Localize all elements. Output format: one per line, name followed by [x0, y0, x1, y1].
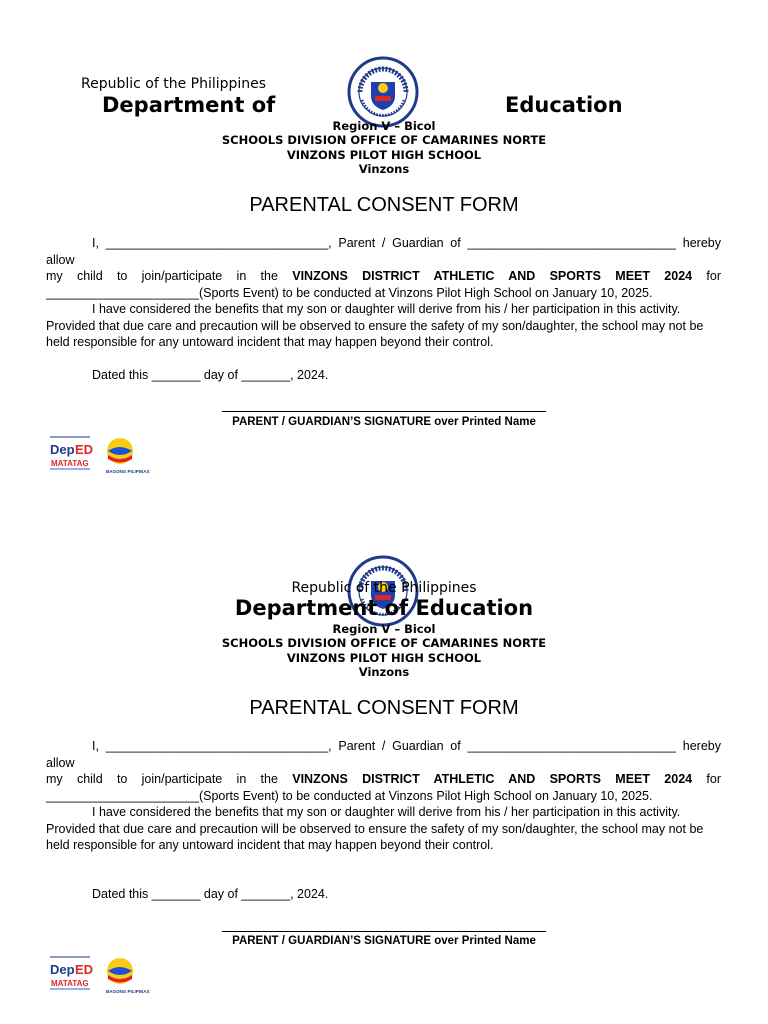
- svg-text:BAGONG PILIPINAS: BAGONG PILIPINAS: [106, 989, 150, 994]
- republic-text: Republic of the Philippines: [81, 76, 267, 92]
- region-text: Region V – Bicol: [332, 622, 436, 636]
- text-join: my child to join/participate in the: [46, 772, 278, 786]
- svg-text:ED: ED: [75, 442, 94, 457]
- text-for: for: [706, 772, 721, 786]
- parent-name-blank: ________________________________: [105, 236, 329, 250]
- consent-line-1: [46, 738, 721, 771]
- signature-label: PARENT / GUARDIAN’S SIGNATURE over Printed Name: [232, 935, 536, 947]
- text-sports-event: (Sports Event) to be conducted at Vinzons Pilot High School on January 10, 2025.: [198, 285, 653, 300]
- division-text: SCHOOLS DIVISION OFFICE OF CAMARINES NORTE: [221, 636, 547, 650]
- deped-matatag-bagong-pilipinas-logos: [48, 435, 150, 475]
- benefits-paragraph: I have considered the benefits that my son or daughter will derive from his / her participation in this activity. Provided that due care and precaution will be observed to ensure the safety of my son/daughter, the school may not be held responsible for any untoward incident that may happen beyond their control.: [46, 805, 704, 852]
- form-title: PARENTAL CONSENT FORM: [249, 697, 519, 719]
- parent-name-blank: ________________________________: [105, 739, 329, 753]
- dated-line: Dated this _______ day of _______, 2024.: [92, 368, 329, 382]
- svg-text:Dep: Dep: [50, 442, 75, 457]
- consent-paragraph: [46, 235, 721, 301]
- dated-line: Dated this _______ day of _______, 2024.: [92, 887, 329, 901]
- child-name-blank: ______________________________: [467, 739, 677, 753]
- consent-line-1: [46, 235, 721, 268]
- school-text: VINZONS PILOT HIGH SCHOOL: [286, 148, 482, 162]
- consent-line-2: [46, 268, 721, 285]
- town-text: Vinzons: [358, 162, 410, 176]
- town-text: Vinzons: [358, 665, 410, 679]
- event-name: VINZONS DISTRICT ATHLETIC AND SPORTS MEET 2024: [292, 772, 693, 786]
- deped-matatag-bagong-pilipinas-logos: [48, 955, 150, 995]
- text-sports-event: (Sports Event) to be conducted at Vinzons Pilot High School on January 10, 2025.: [198, 788, 653, 803]
- svg-text:Dep: Dep: [50, 962, 75, 977]
- text-join: my child to join/participate in the: [46, 269, 278, 283]
- signature-line: [222, 411, 546, 412]
- consent-paragraph: [46, 738, 721, 804]
- text-hereby-allow: hereby allow: [46, 236, 721, 267]
- consent-line-3: [46, 285, 721, 302]
- svg-text:ED: ED: [75, 962, 94, 977]
- benefits-paragraph: I have considered the benefits that my son or daughter will derive from his / her participation in this activity. Provided that due care and precaution will be observed to ensure the safety of my son/daughter, the school may not be held responsible for any untoward incident that may happen beyond their control.: [46, 302, 704, 349]
- sport-blank: ______________________: [46, 285, 199, 300]
- text-i: I,: [92, 236, 99, 250]
- form-title: PARENTAL CONSENT FORM: [249, 194, 519, 216]
- department-right-text: Education: [505, 93, 623, 117]
- deped-seal-icon: [347, 56, 419, 128]
- region-text: Region V – Bicol: [332, 119, 436, 133]
- text-parent-guardian: , Parent / Guardian of: [328, 236, 461, 250]
- department-left-text: Department of: [102, 93, 276, 117]
- svg-text:MATATAG: MATATAG: [51, 979, 89, 988]
- sport-blank: ______________________: [46, 788, 199, 803]
- svg-text:BAGONG PILIPINAS: BAGONG PILIPINAS: [106, 469, 150, 474]
- school-text: VINZONS PILOT HIGH SCHOOL: [286, 651, 482, 665]
- republic-text: Republic of the Philippines: [291, 580, 477, 596]
- text-i: I,: [92, 739, 99, 753]
- child-name-blank: ______________________________: [467, 236, 677, 250]
- department-text: Department of Education: [234, 596, 534, 620]
- text-for: for: [706, 269, 721, 283]
- division-text: SCHOOLS DIVISION OFFICE OF CAMARINES NORTE: [221, 133, 547, 147]
- signature-line: [222, 931, 546, 932]
- event-name: VINZONS DISTRICT ATHLETIC AND SPORTS MEET 2024: [292, 269, 693, 283]
- svg-text:MATATAG: MATATAG: [51, 459, 89, 468]
- signature-label: PARENT / GUARDIAN’S SIGNATURE over Printed Name: [232, 416, 536, 428]
- consent-line-2: [46, 771, 721, 788]
- consent-line-3: [46, 788, 721, 805]
- text-parent-guardian: , Parent / Guardian of: [328, 739, 461, 753]
- text-hereby-allow: hereby allow: [46, 739, 721, 770]
